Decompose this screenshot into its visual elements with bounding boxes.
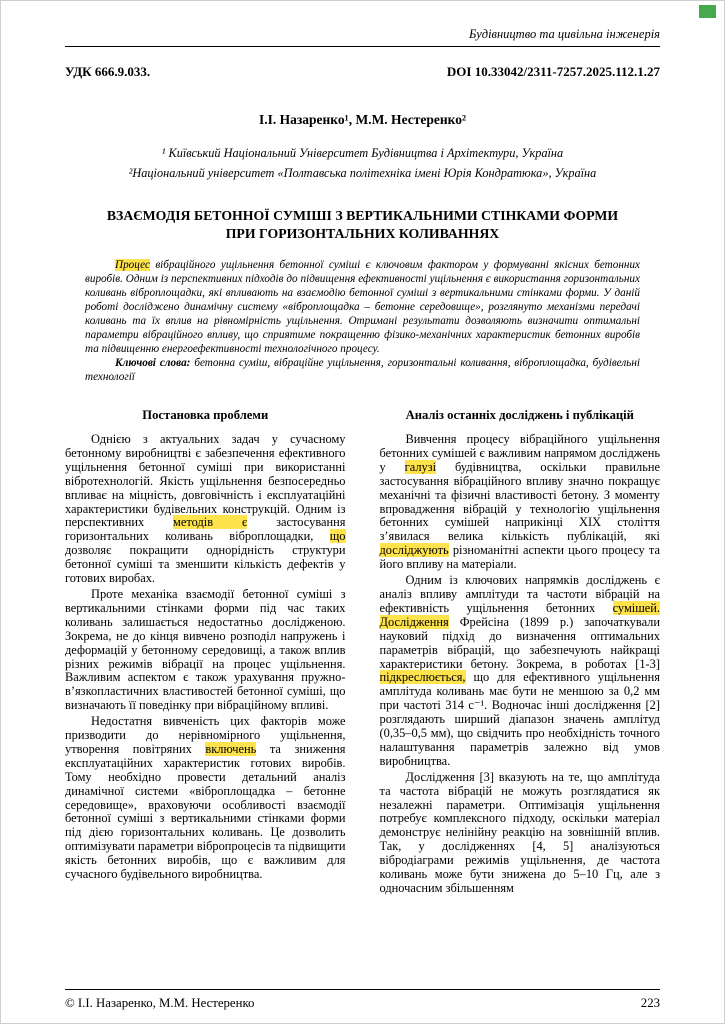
keywords-line — [85, 356, 640, 384]
affiliation-2: ²Національний університет «Полтавська політехніка імені Юрія Кондратюка», Україна — [128, 166, 597, 180]
affiliation-1: ¹ Київський Національний Університет Будівництва і Архітектури, Україна — [161, 146, 564, 160]
paragraph: Вивчення процесу вібраційного ущільнення бетонних сумішей є важливим напрямом досліджень у галузі будівництва, оскільки правильне застосування вібраційного впливу значно покращує механічні та фізичні властивості бетону. З моменту впровадження вібрацій у технологію ущільнення бетонних сумішей наприкінці XIX століття з’явилася велика кількість публікацій, які досліджують різноманітні аспекти цього процесу та його впливу на матеріали. — [379, 432, 661, 572]
left-column-heading: Постановка проблеми — [142, 408, 269, 422]
two-column-body — [65, 392, 660, 898]
paragraph: Дослідження [3] вказують на те, що амплітуда та частота вібрацій не можуть розглядатися як незалежні параметри. Оптимізація ущільнення потребує комплексного підходу, оскільки матеріал демонструє нелінійну реакцію на зовнішній вплив. Так, у дослідженнях [4, 5] аналізуються вібродіаграми режимів ущільнення, де частота коливань може бути знижена до 5–10 Гц, але з одночасним збільшенням — [379, 769, 660, 895]
abstract-paragraph: Процес вібраційного ущільнення бетонної суміші є ключовим фактором у формуванні якісних бетонних виробів. Одним із перспективних підходів до підвищення ефективності ущільнення є використання горизонтальних коливань віброплощадки, які впливають на взаємодію бетонної суміші з вертикальними стінками форми. У даній роботі досліджено динамічну систему «віброплощадка – бетонне середовище», розглянуто механізми передачі коливань та їх вплив на рівномірність ущільнення. Отримані результати дозволяють визначити оптимальні параметри вібраційного впливу, що сприятиме покращенню фізико-механічних характеристик бетонних виробів та підвищенню енергоефективності технологічного процесу. — [85, 259, 640, 355]
paragraph: Проте механіка взаємодії бетонної суміші з вертикальними стінками форми під час таких коливань залишається недостатньо дослідженою. Зокрема, не до кінця вивчено розподіл напружень і деформацій у бетонному середовищі, а також вплив різних режимів вібрації на процес ущільнення. Важливим аспектом є також урахування пружно-в’язкопластичних властивостей бетонної суміші, що визначають її поведінку при вібраційному впливі. — [65, 586, 346, 713]
text-highlight: методів є — [173, 515, 248, 530]
meta-row — [65, 64, 660, 80]
footer — [65, 989, 660, 1011]
doi-number: DOI 10.33042/2311-7257.2025.112.1.27 — [446, 64, 660, 79]
footer-copyright: © І.І. Назаренко, М.М. Нестеренко — [65, 996, 255, 1010]
abstract-block — [85, 258, 640, 384]
affiliations — [65, 143, 660, 183]
text-highlight: включень — [205, 741, 257, 756]
green-corner-mark — [699, 5, 716, 18]
text-highlight: підкреслюється, — [379, 670, 466, 685]
right-column-heading: Аналіз останніх досліджень і публікацій — [405, 408, 634, 422]
text-highlight: що — [329, 529, 346, 544]
udc-number: УДК 666.9.033. — [65, 64, 151, 79]
journal-header — [65, 27, 660, 47]
journal-name: Будівництво та цивільна інженерія — [469, 27, 660, 41]
text-highlight: Процес — [115, 259, 150, 271]
keywords-text: бетонна суміш, вібраційне ущільнення, горизонтальні коливання, віброплощадка, будівельні технології — [85, 357, 640, 383]
authors-line: І.І. Назаренко¹, М.М. Нестеренко² — [258, 112, 467, 127]
paragraph: Одним із ключових напрямків досліджень є аналіз впливу амплітуди та частоти вібрацій на ефективність ущільнення бетонних сумішей. Дослідження Фрейсіна (1899 р.) започаткували науковий підхід до визначення оптимальних параметрів вібрацій, що забезпечують найкращі характеристики бетону. Зокрема, в роботах [1-3] підкреслюється, що для ефективного ущільнення амплітуда коливань має бути не меншою за 0,2 мм при частоті 314 с⁻¹. Водночас інші дослідження [2] розглядають ширший діапазон значень амплітуд (0,35–0,5 мм), що свідчить про необхідність точного налаштування параметрів залежно від умов виробництва. — [379, 573, 660, 768]
paragraph: Однією з актуальних задач у сучасному бетонному виробництві є забезпечення ефективного ущільнення бетонної суміші при використанні вібротехнологій. Якість ущільнення безпосередньо впливає на міцність, довговічність і експлуатаційні характеристики будівельних конструкцій. Одним із перспективних методів є застосування горизонтальних коливань віброплощадки, що дозволяє покращити однорідність структури бетонної суміші та зменшити кількість дефектів у готових виробах. — [65, 432, 346, 586]
text-highlight: сумішей. — [612, 600, 660, 615]
text-highlight: Дослідження — [379, 614, 449, 629]
keywords-label: Ключові слова: — [115, 357, 191, 369]
paper-title: ВЗАЄМОДІЯ БЕТОННОЇ СУМІШІ З ВЕРТИКАЛЬНИМИ СТІНКАМИ ФОРМИ ПРИ ГОРИЗОНТАЛЬНИХ КОЛИВАННЯХ — [106, 208, 619, 241]
text-highlight: досліджують — [379, 543, 449, 558]
footer-page-number: 223 — [640, 996, 660, 1010]
left-column — [65, 392, 346, 898]
paragraph: Недостатня вивченість цих факторів може призводити до нерівномірного ущільнення, утворення повітряних включень та зниження експлуатаційних характеристик готових виробів. Тому необхідно провести детальний аналіз динамічної системи «віброплощадка – бетонне середовище», враховуючи особливості взаємодії бетонної суміші з вертикальними стінками форми під дією горизонтальних коливань. Це дозволить оптимізувати параметри вібропроцесів та підвищити якість бетонних виробів, що є важливим для сучасного будівельного виробництва. — [65, 714, 346, 882]
right-column — [380, 392, 661, 898]
text-highlight: галузі — [404, 459, 437, 474]
